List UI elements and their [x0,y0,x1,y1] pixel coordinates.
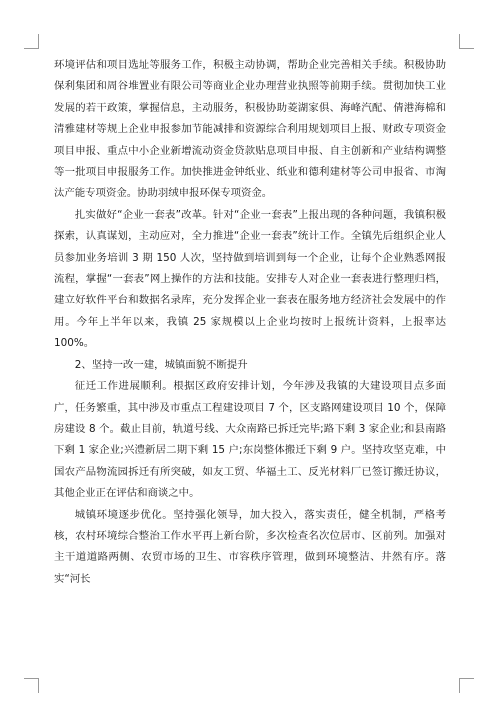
paragraph-environment: 城镇环境逐步优化。坚持强化领导，加大投入，落实责任，健全机制，严格考核，农村环境综合整治工作水平再上新台阶，多次检查名次位居市、区前列。加强对主干道道路两侧、农贸市场的卫生、市容秩序管理，做到环境整洁、井然有序。落实“河长 [54,508,446,585]
paragraph-enterprise-report: 扎实做好“企业一套表”改革。针对“企业一套表”上报出现的各种问题，我镇积极探索，认真谋划，主动应对，全力推进“企业一套表”统计工作。全镇先后组织企业人员参加业务培训 3 期 150 人次，坚持做到培训到每一个企业，让每个企业熟悉网报流程，掌握“一套表”网上操作的方法和技能。安排专人对企业一套表进行整理归档，建立好软件平台和数据名录库，充分发挥企业一套表在服务地方经济社会发展中的作用。今年上半年以来，我镇 25 家规模以上企业均按时上报统计资料，上报率达 100%。 [54,208,446,350]
crop-mark-bottom-right [459,678,474,693]
paragraph-relocation: 征迁工作进展顺利。根据区政府安排计划，今年涉及我镇的大建设项目点多面广，任务繁重，其中涉及市重点工程建设项目 7 个，区支路网建设项目 10 个，保障房建设 8 个。截止目前，轨道号线、大众南路已拆迁完毕;路下剩 3 家企业;和县南路下剩 1 家企业;兴澧新居二期下剩 15 户;东岗整体搬迁下剩 9 户。坚持攻坚克难，中国农产品物流园拆迁有所突破，如友工贸、华福土工、反光材料厂已签订搬迁协议，其他企业正在评估和商谈之中。 [54,380,446,500]
section-heading: 2、坚持一改一建，城镇面貌不断提升 [74,358,248,371]
paragraph-continued: 环境评估和项目选址等服务工作，积极主动协调，帮助企业完善相关手续。积极协助保利集团和周谷堆置业有限公司等商业企业办理营业执照等前期手续。贯彻加快工业发展的若干政策，掌握信息，主动服务，积极协助菱湖家俱、海峰汽配、倩港海棉和清雅建材等规上企业申报参加节能减排和资源综合利用规划项目上报、财政专项资金项目申报、重点中小企业新增流动资金贷款贴息项目申报、自主创新和产业结构调整等一批项目申报服务工作。加快推进金钟纸业、纸业和德利建材等公司申报省、市淘汰产能专项资金。协助羽绒申报环保专项资金。 [54,59,446,200]
crop-mark-top-right [459,34,474,49]
document-body [54,55,446,590]
crop-mark-top-left [24,34,39,49]
crop-mark-bottom-left [24,678,39,693]
